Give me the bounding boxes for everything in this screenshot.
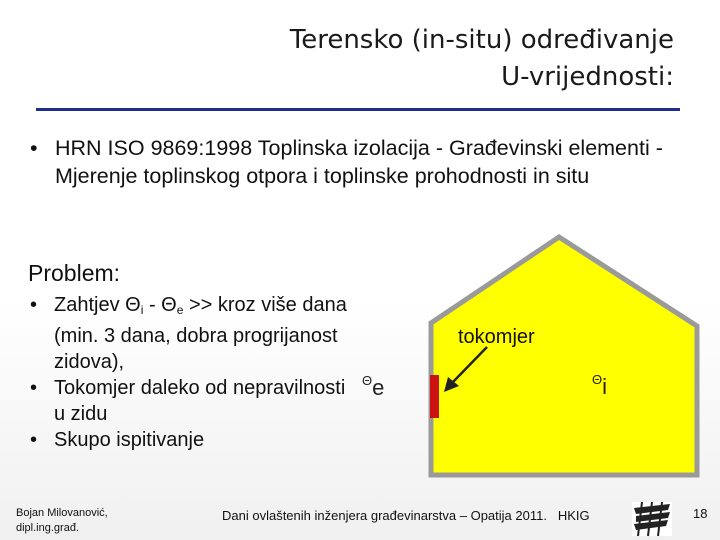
footer-event <box>222 507 590 525</box>
slide-title-line1: Terensko (in-situ) određivanje <box>289 25 674 55</box>
author-title: dipl.ing.građ. <box>16 522 79 534</box>
minus-sign: - <box>143 294 162 316</box>
slide-title-line2: U-vrijednosti: <box>501 62 674 92</box>
heat-flux-meter <box>430 375 439 418</box>
house-shape <box>431 237 697 475</box>
bullet-dot: • <box>30 294 38 316</box>
theta-i-subscript: i <box>140 303 144 317</box>
theta-e-letter: e <box>372 375 385 400</box>
theta-i-glyph: Θ <box>592 372 603 387</box>
problem-heading: Problem: <box>28 260 121 286</box>
event-text: Dani ovlaštenih inženjera građevinarstva – Opatija 2011. <box>222 508 547 523</box>
author-name: Bojan Milovanović, <box>16 507 108 519</box>
theta-e-glyph: Θ <box>362 373 373 388</box>
theta-e-label <box>362 373 384 400</box>
theta-e-symbol: Θ <box>161 294 177 316</box>
bullet-dot: • <box>30 377 38 399</box>
bullet-dot: • <box>30 429 38 451</box>
meter-text: Tokomjer daleko od nepravilnosti u zidu <box>54 377 346 425</box>
hkig-logo-icon <box>632 502 672 536</box>
theta-e-subscript: e <box>176 303 184 317</box>
tokomjer-label: tokomjer <box>458 326 535 348</box>
theta-i-letter: i <box>602 374 608 399</box>
footer-author <box>16 506 108 536</box>
theta-i-symbol: Θ <box>125 294 141 316</box>
page-number: 18 <box>693 506 708 521</box>
requirement-text-end: >> kroz više dana (min. 3 dana, dobra progrijanost zidova), <box>54 294 347 373</box>
bullet-dot: • <box>30 136 38 160</box>
main-bullet-text: HRN ISO 9869:1998 Toplinska izolacija - Građevinski elementi - Mjerenje toplinskog otpora i toplinske prohodnosti in situ <box>55 136 663 188</box>
requirement-text-start: Zahtjev <box>54 294 126 316</box>
org-text: HKIG <box>557 508 590 523</box>
cost-text: Skupo ispitivanje <box>54 429 205 451</box>
